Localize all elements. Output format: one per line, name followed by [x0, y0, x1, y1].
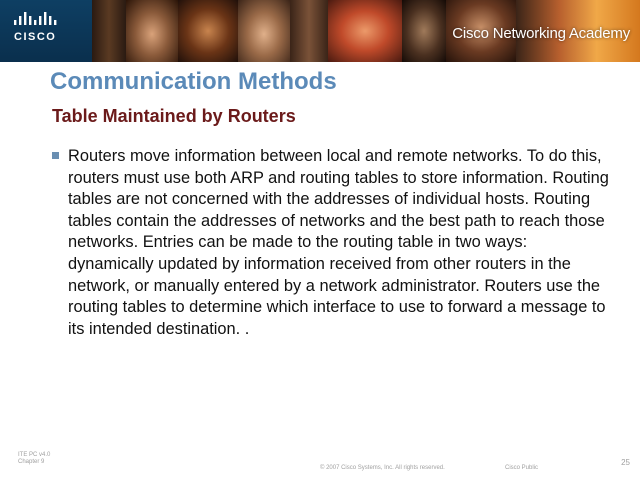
photo-strip-4 — [238, 0, 290, 62]
academy-title: Cisco Networking Academy — [452, 25, 630, 42]
cisco-logo-text: CISCO — [14, 31, 57, 43]
bullet-text: Routers move information between local and remote networks. To do this, routers must use both ARP and routing tables to store information. Routing tables are not concerned with the addresses of individual hosts. Routing tables contain the addresses of networks and the best path to reach those networks. Entries can be made to the routing table in two ways: dynamically updated by information received from other routers in the network, or manually entered by a network administrator. Routers use the routing tables to determine which interface to use to forward a message to its intended destination. . — [68, 147, 609, 338]
bullet-item — [52, 146, 612, 340]
photo-strip-1 — [92, 0, 126, 62]
header-banner — [0, 0, 640, 62]
slide-subtitle: Table Maintained by Routers — [52, 106, 296, 126]
photo-strip-5 — [290, 0, 328, 62]
footer-chapter: Chapter 9 — [18, 459, 45, 465]
footer-copyright: © 2007 Cisco Systems, Inc. All rights reserved. — [320, 465, 445, 471]
slide-title: Communication Methods — [50, 68, 337, 95]
footer-classification: Cisco Public — [505, 465, 539, 471]
photo-strip-6 — [328, 0, 402, 62]
photo-strip-7 — [402, 0, 446, 62]
cisco-logo — [0, 0, 92, 62]
footer-course: ITE PC v4.0 — [18, 452, 51, 458]
page-number: 25 — [621, 458, 630, 467]
cisco-bridge-icon — [14, 12, 58, 28]
footer-course-info — [18, 452, 50, 466]
square-bullet-icon — [52, 152, 59, 159]
photo-strip-3 — [178, 0, 238, 62]
photo-strip-2 — [126, 0, 178, 62]
